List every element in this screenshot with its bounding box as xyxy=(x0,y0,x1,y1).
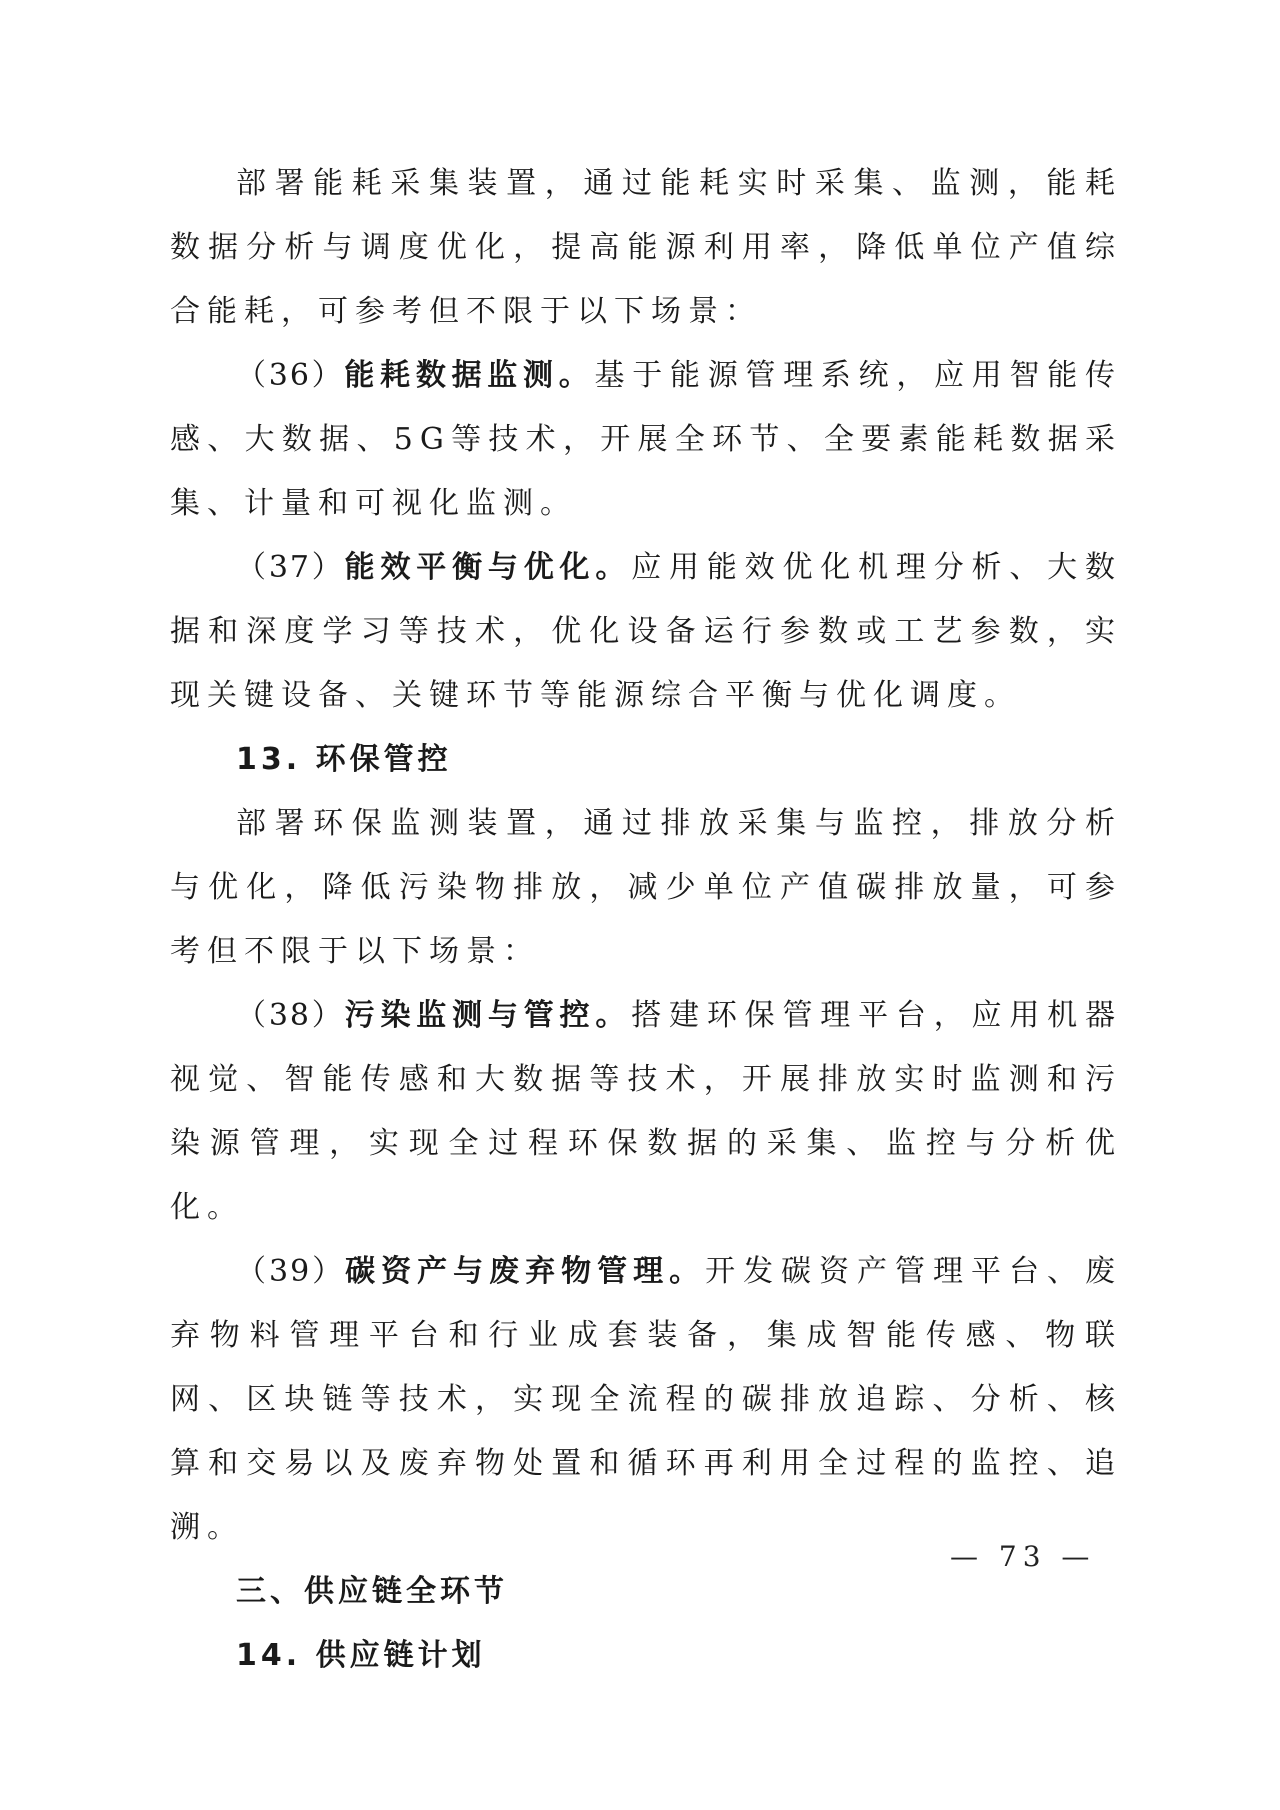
item-text: 基于能源管理系统，应用智能传感、大数据、5G等技术，开展全环节、全要素能耗数据采集、计量和可视化监测。 xyxy=(170,358,1123,521)
page-number: — 73 — xyxy=(950,1540,1096,1573)
body-paragraph: 部署环保监测装置，通过排放采集与监控，排放分析与优化，降低污染物排放，减少单位产值碳排放量，可参考但不限于以下场景： xyxy=(170,806,1122,969)
item-text: 搭建环保管理平台，应用机器视觉、智能传感和大数据等技术，开展排放实时监测和污染源管理，实现全过程环保数据的采集、监控与分析优化。 xyxy=(170,998,1123,1225)
item-text: 开发碳资产管理平台、废弃物料管理平台和行业成套装备，集成智能传感、物联网、区块链等技术，实现全流程的碳排放追踪、分析、核算和交易以及废弃物处置和循环再利用全过程的监控、追溯。 xyxy=(170,1254,1122,1545)
item-number: （37） xyxy=(236,550,345,585)
item-number: （36） xyxy=(236,358,345,393)
list-item-39 xyxy=(170,1240,1122,1560)
chapter-heading: 三、供应链全环节 xyxy=(236,1574,508,1609)
list-item-36 xyxy=(170,344,1122,536)
list-item-38 xyxy=(170,984,1122,1240)
item-text: 应用能效优化机理分析、大数据和深度学习等技术，优化设备运行参数或工艺参数，实现关键设备、关键环节等能源综合平衡与优化调度。 xyxy=(170,550,1123,713)
section-heading: 13. 环保管控 xyxy=(236,742,452,777)
item-number: （39） xyxy=(236,1254,346,1289)
item-title: 碳资产与废弃物管理。 xyxy=(345,1254,706,1289)
list-item-37 xyxy=(170,536,1122,728)
item-title: 能耗数据监测。 xyxy=(344,358,595,393)
section-heading: 14. 供应链计划 xyxy=(236,1638,486,1673)
item-title: 污染监测与管控。 xyxy=(344,998,632,1033)
item-title: 能效平衡与优化。 xyxy=(344,550,632,585)
document-page xyxy=(170,152,1122,1688)
item-number: （38） xyxy=(236,998,345,1033)
body-paragraph: 部署能耗采集装置，通过能耗实时采集、监测，能耗数据分析与调度优化，提高能源利用率，降低单位产值综合能耗，可参考但不限于以下场景： xyxy=(170,166,1122,329)
